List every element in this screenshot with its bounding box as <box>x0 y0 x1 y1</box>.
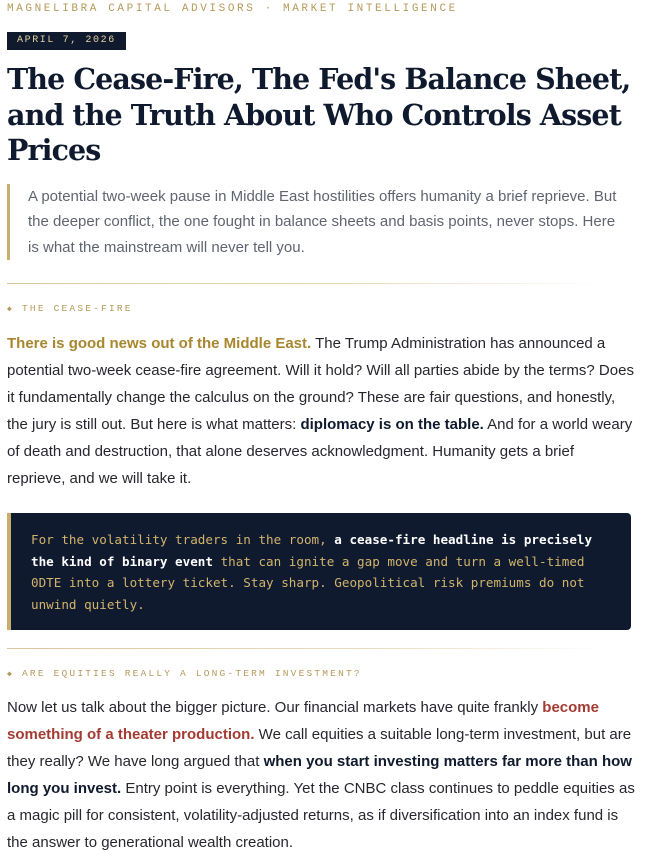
paragraph-lead: There is good news out of the Middle East. <box>7 335 312 352</box>
diamond-icon: ◆ <box>7 670 15 679</box>
section-label-cease-fire <box>7 303 661 317</box>
paragraph-cease-fire <box>7 330 635 492</box>
paragraph-text: Entry point is everything. Yet the CNBC class continues to peddle equities as a magic pill for consistent, volatility-adjusted returns, as if diversification into an index fund is the answer to generational wealth creation. <box>7 780 635 851</box>
callout-highlight: a cease-fire headline is precisely the kind of binary event <box>31 532 593 569</box>
article-headline: The Cease-Fire, The Fed's Balance Sheet, and the Truth About Who Controls Asset Prices <box>7 62 631 167</box>
paragraph-emphasis: when you start investing matters far more than how long you invest. <box>7 753 632 797</box>
paragraph-emphasis: diplomacy is on the table. <box>300 416 484 433</box>
callout-text: For the volatility traders in the room, <box>31 532 335 547</box>
brand-line: MAGNELIBRA CAPITAL ADVISORS · MARKET INTELLIGENCE <box>7 3 458 15</box>
date-badge: APRIL 7, 2026 <box>7 32 126 50</box>
diamond-icon: ◆ <box>7 305 15 314</box>
section-divider <box>7 648 605 649</box>
callout-text: that can ignite a gap move and turn a well-timed 0DTE into a lottery ticket. Stay sharp. Geopolitical risk premiums do not unwind quietly. <box>31 553 585 612</box>
paragraph-highlight: become something of a theater production. <box>7 699 599 743</box>
section-label-equities <box>7 668 661 682</box>
paragraph-text: Now let us talk about the bigger picture. Our financial markets have quite frankly <box>7 699 543 716</box>
paragraph-text: We call equities a suitable long-term investment, but are they really? We have long argued that <box>7 726 632 770</box>
paragraph-equities <box>7 694 635 856</box>
paragraph-text: And for a world weary of death and destruction, that alone deserves acknowledgment. Humanity gets a brief reprieve, and we will take it. <box>7 416 633 487</box>
volatility-callout <box>7 513 631 630</box>
section-label-text: ARE EQUITIES REALLY A LONG-TERM INVESTMENT? <box>22 668 362 679</box>
section-label-text: THE CEASE-FIRE <box>22 303 133 314</box>
paragraph-text: The Trump Administration has announced a potential two-week cease-fire agreement. Will it hold? Will all parties abide by the terms? Does it fundamentally change the calculus on the ground? These are fair questions, and honestly, the jury is still out. But here is what matters: <box>7 335 634 433</box>
article-lede: A potential two-week pause in Middle East hostilities offers humanity a brief reprieve. But the deeper conflict, the one fought in balance sheets and basis points, never stops. Here is what the mainstream will never tell you. <box>7 184 629 261</box>
section-divider <box>7 283 605 284</box>
